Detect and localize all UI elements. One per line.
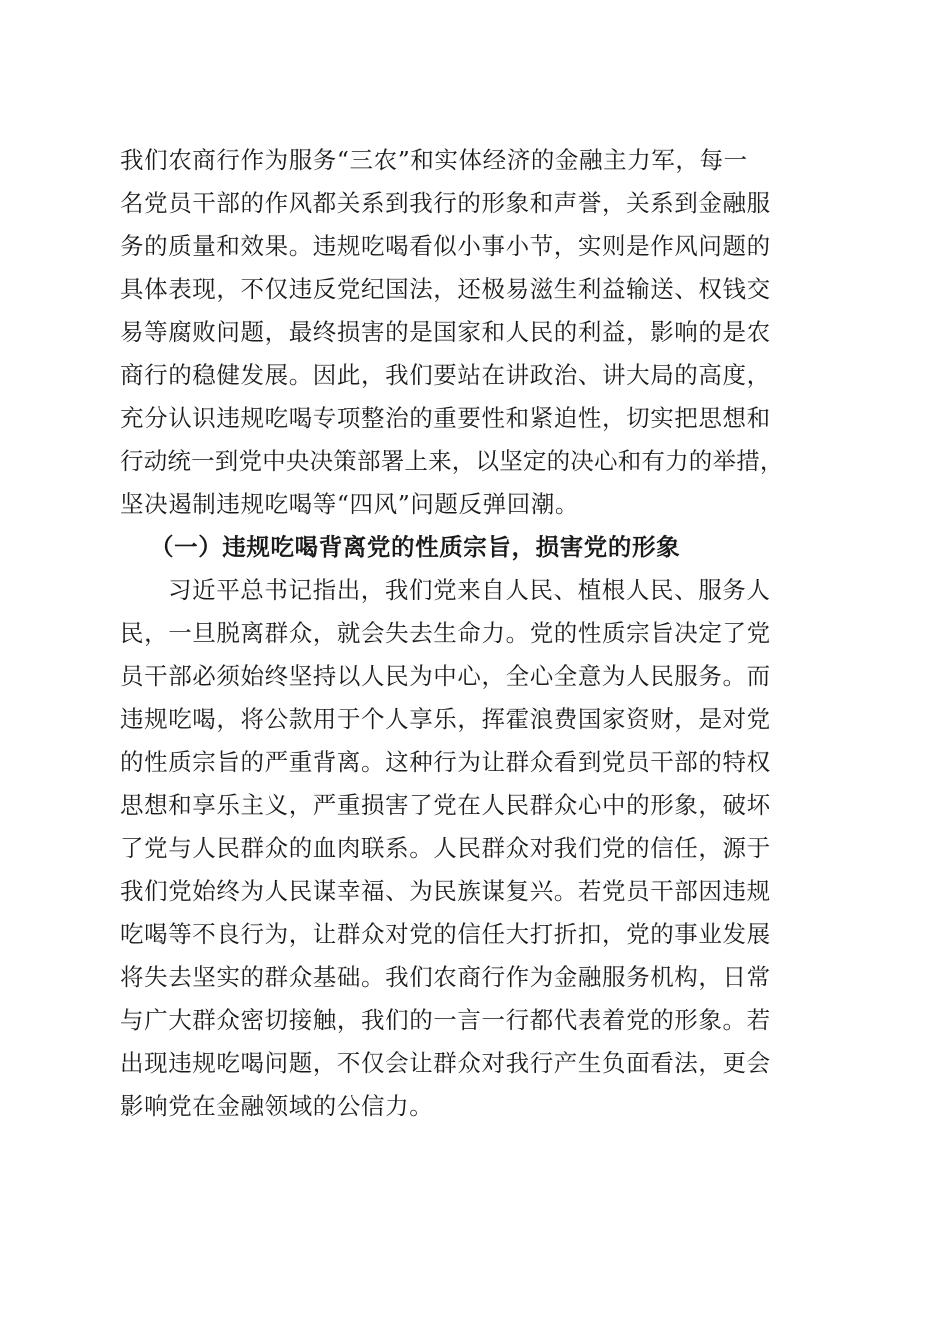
paragraph2-line-6: 思想和享乐主义，严重损害了党在人民群众心中的形象，破坏 (120, 791, 771, 819)
section-heading: （一）违规吃喝背离党的性质宗旨，损害党的形象 (150, 533, 681, 561)
paragraph2-line-2: 民，一旦脱离群众，就会失去生命力。党的性质宗旨决定了党 (120, 619, 771, 647)
paragraph1-line-6: 商行的稳健发展。因此，我们要站在讲政治、讲大局的高度， (120, 361, 771, 389)
paragraph1-line-5: 易等腐败问题，最终损害的是国家和人民的利益，影响的是农 (120, 318, 771, 346)
paragraph2-line-10: 将失去坚实的群众基础。我们农商行作为金融服务机构，日常 (120, 963, 771, 991)
paragraph1-line-1: 我们农商行作为服务“三农”和实体经济的金融主力军，每一 (120, 146, 748, 174)
paragraph2-line-13: 影响党在金融领域的公信力。 (120, 1092, 434, 1120)
paragraph2-line-1: 习近平总书记指出，我们党来自人民、植根人民、服务人 (168, 576, 771, 604)
paragraph2-line-12: 出现违规吃喝问题，不仅会让群众对我行产生负面看法，更会 (120, 1049, 771, 1077)
paragraph1-line-9: 坚决遏制违规吃喝等“四风”问题反弹回潮。 (120, 490, 580, 518)
paragraph2-line-4: 违规吃喝，将公款用于个人享乐，挥霍浪费国家资财，是对党 (120, 705, 771, 733)
paragraph1-line-3: 务的质量和效果。违规吃喝看似小事小节，实则是作风问题的 (120, 232, 771, 260)
paragraph2-line-8: 我们党始终为人民谋幸福、为民族谋复兴。若党员干部因违规 (120, 877, 771, 905)
paragraph1-line-2: 名党员干部的作风都关系到我行的形象和声誉，关系到金融服 (120, 189, 771, 217)
paragraph2-line-9: 吃喝等不良行为，让群众对党的信任大打折扣，党的事业发展 (120, 920, 771, 948)
paragraph2-line-11: 与广大群众密切接触，我们的一言一行都代表着党的形象。若 (120, 1006, 771, 1034)
paragraph2-line-3: 员干部必须始终坚持以人民为中心，全心全意为人民服务。而 (120, 662, 771, 690)
paragraph1-line-7: 充分认识违规吃喝专项整治的重要性和紧迫性，切实把思想和 (120, 404, 771, 432)
paragraph2-line-5: 的性质宗旨的严重背离。这种行为让群众看到党员干部的特权 (120, 748, 771, 776)
paragraph1-line-4: 具体表现，不仅违反党纪国法，还极易滋生利益输送、权钱交 (120, 275, 771, 303)
paragraph2-line-7: 了党与人民群众的血肉联系。人民群众对我们党的信任，源于 (120, 834, 771, 862)
paragraph1-line-8: 行动统一到党中央决策部署上来，以坚定的决心和有力的举措， (120, 447, 784, 475)
